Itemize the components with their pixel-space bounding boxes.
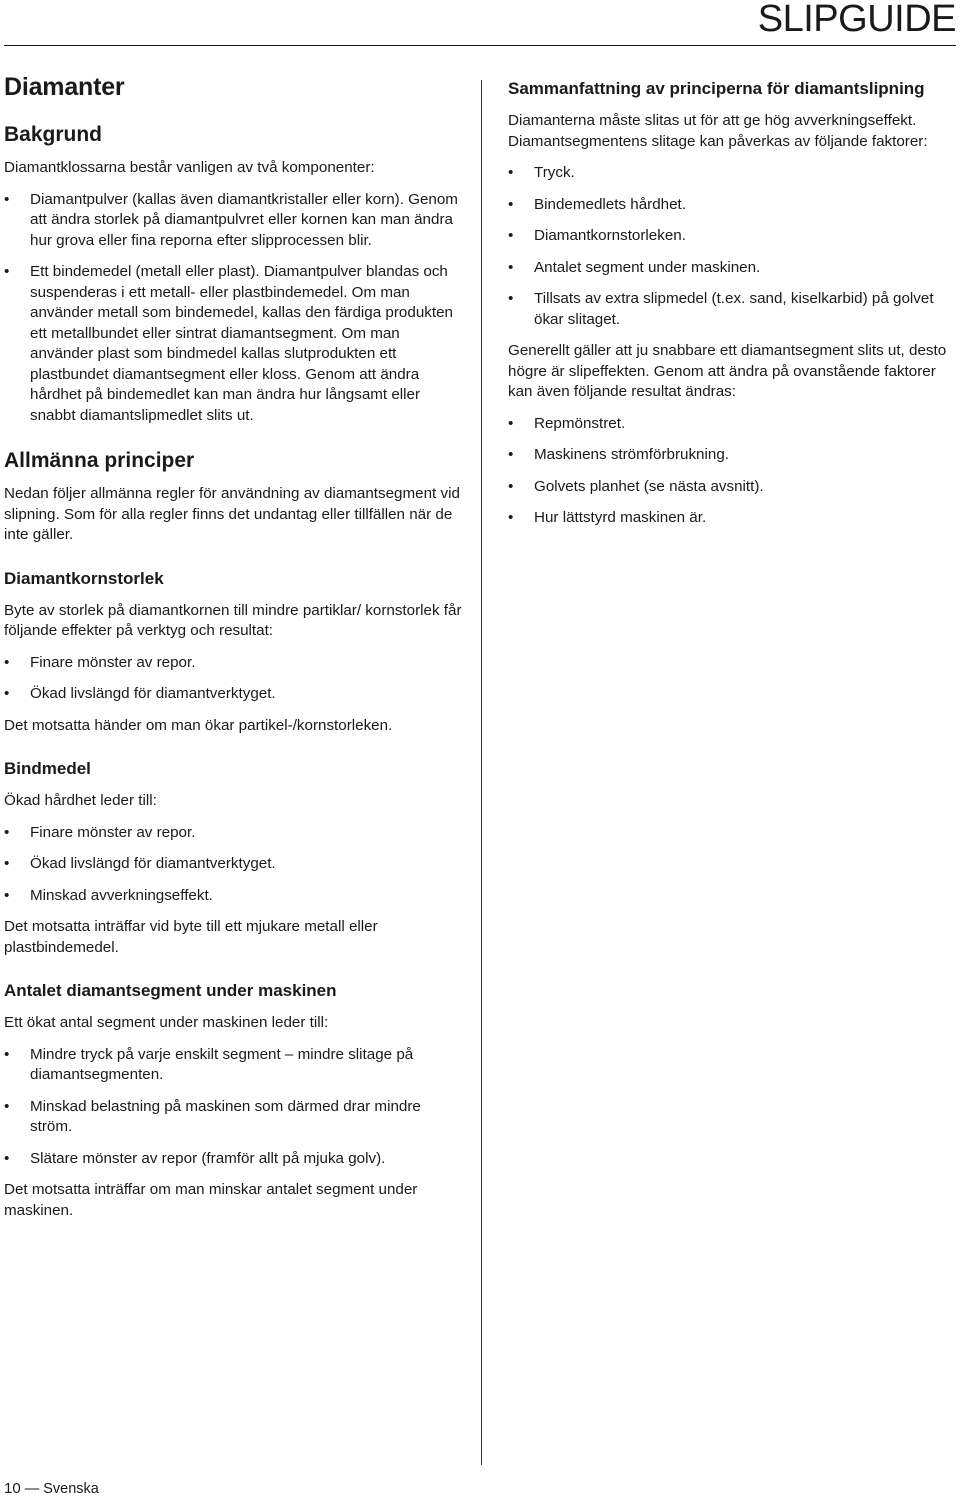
section-kornstorlek — [4, 568, 462, 737]
list-item: • Diamantpulver (kallas även diamantkristaller eller korn). Genom att ändra storlek på diamantpulvret eller kornen kan man ändra hur grova eller fina reporna efter slipprocessen blir. — [4, 190, 462, 252]
summary-heading: Sammanfattning av principerna för diamantslipning — [508, 79, 925, 98]
list-item: • Finare mönster av repor. — [4, 653, 462, 674]
principer-text: Nedan följer allmänna regler för användning av diamantsegment vid slipning. Som för alla regler finns det undantag eller tillfällen när de inte gäller. — [4, 485, 460, 543]
header-rule — [4, 45, 956, 46]
antalet-intro: Ett ökat antal segment under maskinen leder till: — [4, 1014, 329, 1031]
bakgrund-intro: Diamantklossarna består vanligen av två komponenter: — [4, 159, 375, 176]
footer-dash: — — [24, 1481, 40, 1497]
list-item: • Maskinens strömförbrukning. — [508, 445, 958, 466]
page-title: SLIPGUIDE — [757, 0, 956, 40]
list-item: • Golvets planhet (se nästa avsnitt). — [508, 477, 958, 498]
bindmedel-list — [4, 823, 462, 907]
list-item: • Hur lättstyrd maskinen är. — [508, 508, 958, 529]
principer-heading: Allmänna principer — [4, 449, 195, 472]
summary-intro: Diamanterna måste slitas ut för att ge hög avverkningseffekt. Diamantsegmentens slitage kan påverkas av följande faktorer: — [508, 112, 928, 150]
list-item: • Finare mönster av repor. — [4, 823, 462, 844]
section-bakgrund — [4, 122, 462, 426]
kornstorlek-outro: Det motsatta händer om man ökar partikel-/kornstorleken. — [4, 716, 393, 734]
list-item: • Diamantkornstorleken. — [508, 226, 958, 247]
section-antalet — [4, 980, 462, 1221]
page-number: 10 — [4, 1480, 21, 1497]
list-item: • Tryck. — [508, 163, 958, 184]
list-item: • Ett bindemedel (metall eller plast). Diamantpulver blandas och suspenderas i ett metall- eller plastbindemedel. Om man använder metall som bindemedel, kallas den färdiga produkten ett metallbundet eller sintrat diamantsegment. Om man använder plast som bindmedel kallas slutprodukten ett plastbundet diamantsegment eller kloss. Genom att ändra hårdhet på bindemedlet kan man ändra hur långsamt eller snabbt diamantslipmedlet slits ut. — [4, 262, 462, 426]
summary-mid: Generellt gäller att ju snabbare ett diamantsegment slits ut, desto högre är slipeffekten. Genom att ändra på ovanstående faktorer kan även följande resultat ändras: — [508, 342, 947, 400]
section-principer — [4, 448, 462, 546]
list-item: • Mindre tryck på varje enskilt segment – mindre slitage på diamantsegmenten. — [4, 1045, 462, 1086]
column-divider — [481, 80, 482, 1465]
summary-results-list — [508, 414, 958, 529]
footer-language: Svenska — [43, 1481, 99, 1497]
kornstorlek-heading: Diamantkornstorlek — [4, 568, 164, 588]
list-item: • Ökad livslängd för diamantverktyget. — [4, 854, 462, 875]
list-item: • Minskad belastning på maskinen som därmed drar mindre ström. — [4, 1097, 462, 1138]
list-item: • Bindemedlets hårdhet. — [508, 195, 958, 216]
bakgrund-list — [4, 190, 462, 427]
list-item: • Minskad avverkningseffekt. — [4, 886, 462, 907]
antalet-heading: Antalet diamantsegment under maskinen — [4, 981, 337, 1000]
bindmedel-heading: Bindmedel — [4, 759, 91, 778]
summary-factors-list — [508, 163, 958, 330]
kornstorlek-intro: Byte av storlek på diamantkornen till mindre partiklar/ kornstorlek får följande effekter på verktyg och resultat: — [4, 601, 462, 639]
kornstorlek-list — [4, 653, 462, 705]
antalet-list — [4, 1045, 462, 1170]
list-item: • Antalet segment under maskinen. — [508, 258, 958, 279]
antalet-outro: Det motsatta inträffar om man minskar antalet segment under maskinen. — [4, 1181, 418, 1219]
page-footer — [4, 1480, 99, 1498]
bakgrund-heading: Bakgrund — [4, 123, 103, 146]
list-item: • Slätare mönster av repor (framför allt på mjuka golv). — [4, 1149, 462, 1170]
list-item: • Tillsats av extra slipmedel (t.ex. sand, kiselkarbid) på golvet ökar slitaget. — [508, 289, 958, 330]
left-column — [4, 72, 462, 1232]
bindmedel-outro: Det motsatta inträffar vid byte till ett mjukare metall eller plastbindemedel. — [4, 918, 378, 956]
right-column — [508, 78, 958, 540]
bindmedel-intro: Ökad hårdhet leder till: — [4, 792, 157, 809]
list-item: • Ökad livslängd för diamantverktyget. — [4, 684, 462, 705]
list-item: • Repmönstret. — [508, 414, 958, 435]
main-heading: Diamanter — [4, 73, 125, 101]
section-bindmedel — [4, 758, 462, 958]
